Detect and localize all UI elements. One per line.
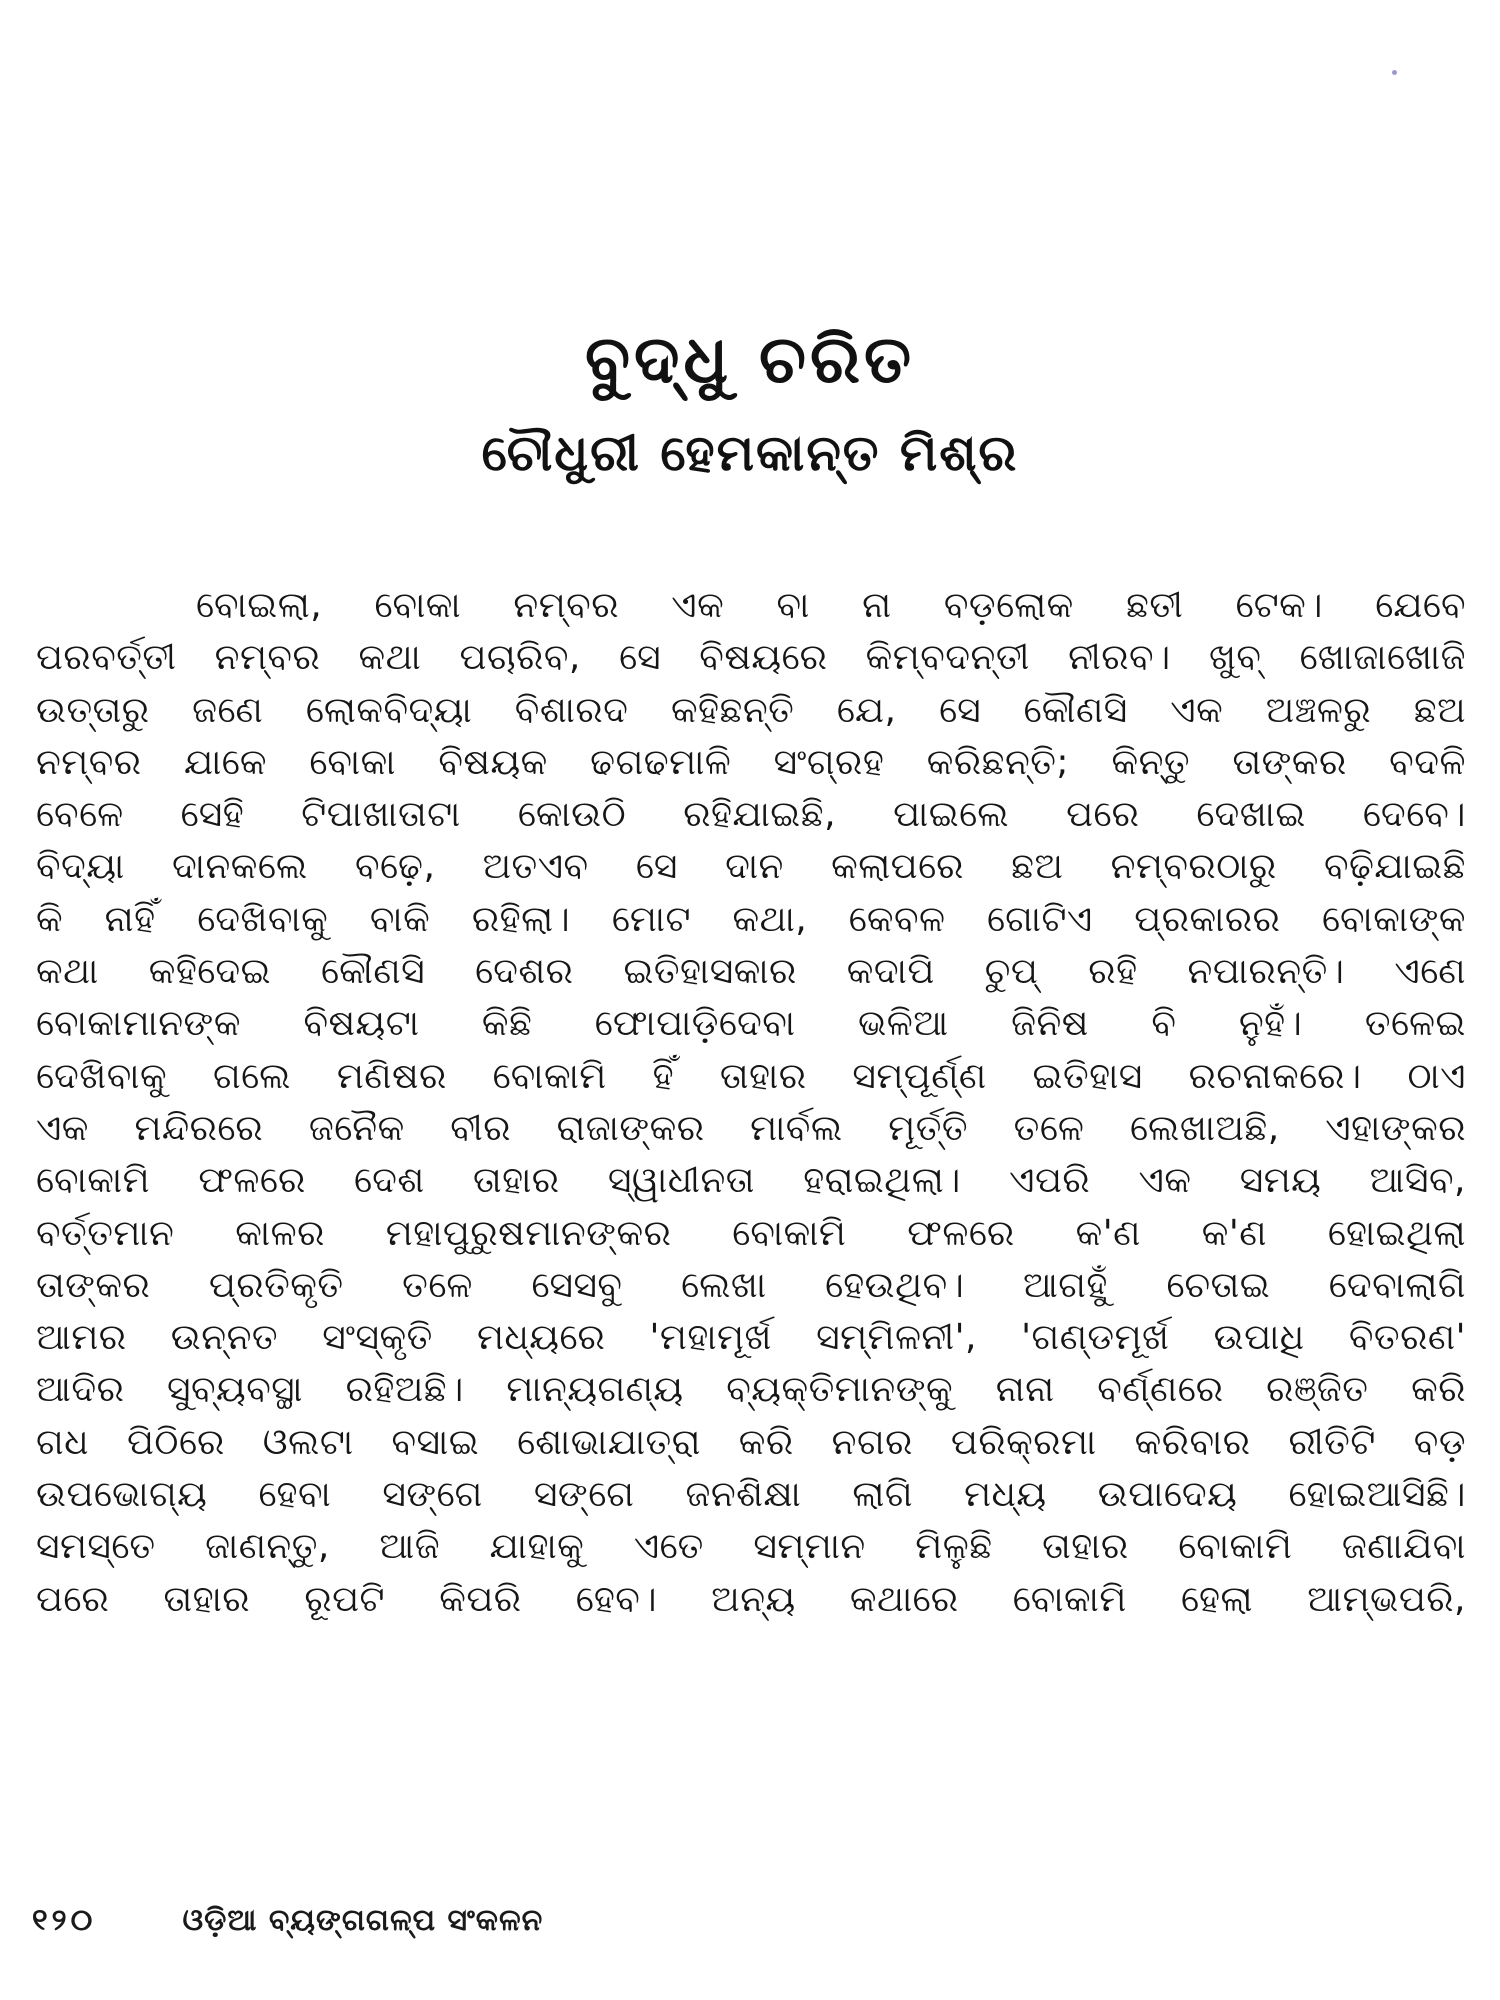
text-line: ଦେଖିବାକୁ ଗଲେ ମଣିଷର ବୋକାମି ହିଁ ତାହାର ସମ୍ପୂର୍ଣ୍ଣ ଇତିହାସ ରଚନାକରେ। ଠାଏ bbox=[36, 1055, 1466, 1097]
text-line: ଗଧ ପିଠିରେ ଓଲଟା ବସାଇ ଶୋଭାଯାତ୍ରା କରି ନଗର ପରିକ୍ରମା କରିବାର ରୀତିଟି ବଡ଼ bbox=[36, 1421, 1466, 1463]
page-footer bbox=[32, 1896, 543, 1946]
text-line: ବେଳେ ସେହି ଟିପାଖାତାଟା କୋଉଠି ରହିଯାଇଛି, ପାଇଲେ ପରେ ଦେଖାଇ ଦେବେ। bbox=[36, 794, 1466, 836]
page-number: ୧୨୦ bbox=[32, 1903, 97, 1938]
author-name: ଚୌଧୁରୀ ହେମକାନ୍ତ ମିଶ୍ର bbox=[481, 424, 1019, 482]
text-line: ନମ୍ବର ଯାକେ ବୋକା ବିଷୟକ ଢଗଢମାଳି ସଂଗ୍ରହ କରିଛନ୍ତି; କିନ୍ତୁ ତାଙ୍କର ବଦଳି bbox=[36, 741, 1466, 783]
text-line: ତାଙ୍କର ପ୍ରତିକୃତି ତଳେ ସେସବୁ ଲେଖା ହେଉଥିବ। ଆଗହୁଁ ଚେତାଇ ଦେବାଲାଗି bbox=[36, 1264, 1466, 1306]
body-paragraph bbox=[36, 580, 1466, 1626]
text-line: ପରବର୍ତ୍ତୀ ନମ୍ବର କଥା ପଚାରିବ, ସେ ବିଷୟରେ କିମ୍ବଦନ୍ତୀ ନୀରବ। ଖୁବ୍ ଖୋଜାଖୋଜି bbox=[36, 637, 1466, 679]
text-line: ସମସ୍ତେ ଜାଣନ୍ତୁ, ଆଜି ଯାହାକୁ ଏତେ ସମ୍ମାନ ମିଳୁଛି ତାହାର ବୋକାମି ଜଣାଯିବା bbox=[36, 1526, 1466, 1568]
text-line: ବିଦ୍ୟା ଦାନକଲେ ବଢ଼େ, ଅତଏବ ସେ ଦାନ କଲାପରେ ଛଅ ନମ୍ବରଠାରୁ ବଢ଼ିଯାଇଛି bbox=[36, 846, 1466, 888]
text-line: ଏକ ମନ୍ଦିରରେ ଜନୈକ ବୀର ରାଜାଙ୍କର ମାର୍ବଲ ମୂର୍ତ୍ତି ତଳେ ଲେଖାଅଛି, ଏହାଙ୍କର bbox=[36, 1107, 1466, 1149]
text-line: ଆମର ଉନ୍ନତ ସଂସ୍କୃତି ମଧ୍ୟରେ 'ମହାମୂର୍ଖ ସମ୍ମିଳନୀ', 'ଗଣ୍ଡମୂର୍ଖ ଉପାଧି ବିତରଣ' bbox=[36, 1317, 1466, 1359]
ink-speck bbox=[1392, 70, 1397, 75]
text-line: ବର୍ତ୍ତମାନ କାଳର ମହାପୁରୁଷମାନଙ୍କର ବୋକାମି ଫଳରେ କ'ଣ କ'ଣ ହୋଇଥିଲା bbox=[36, 1212, 1466, 1254]
text-line: କଥା କହିଦେଇ କୌଣସି ଦେଶର ଇତିହାସକାର କଦାପି ଚୁପ୍ ରହି ନପାରନ୍ତି। ଏଣେ bbox=[36, 951, 1466, 993]
text-line: ଆଦିର ସୁବ୍ୟବସ୍ଥା ରହିଅଛି। ମାନ୍ୟଗଣ୍ୟ ବ୍ୟକ୍ତିମାନଙ୍କୁ ନାନା ବର୍ଣ୍ଣରେ ରଞ୍ଜିତ କରି bbox=[36, 1369, 1466, 1411]
text-line: ଉତ୍ତାରୁ ଜଣେ ଲୋକବିଦ୍ୟା ବିଶାରଦ କହିଛନ୍ତି ଯେ, ସେ କୌଣସି ଏକ ଅଞ୍ଚଳରୁ ଛଅ bbox=[36, 689, 1466, 731]
text-line: କି ନାହିଁ ଦେଖିବାକୁ ବାକି ରହିଲା। ମୋଟ କଥା, କେବଳ ଗୋଟିଏ ପ୍ରକାରର ବୋକାଙ୍କ bbox=[36, 898, 1466, 940]
text-line: ପରେ ତାହାର ରୂପଟି କିପରି ହେବ। ଅନ୍ୟ କଥାରେ ବୋକାମି ହେଲା ଆମ୍ଭପରି, bbox=[36, 1578, 1466, 1620]
text-line: ବୋକାମି ଫଳରେ ଦେଶ ତାହାର ସ୍ୱାଧୀନତା ହରାଇଥିଲା। ଏପରି ଏକ ସମୟ ଆସିବ, bbox=[36, 1160, 1466, 1202]
book-title: ଓଡ଼ିଆ ବ୍ୟଙ୍ଗଗଳ୍ପ ସଂକଳନ bbox=[182, 1903, 544, 1938]
text-line: ବୋଇଲା, ବୋକା ନମ୍ବର ଏକ ବା ନା ବଡ଼ଲୋକ ଛତୀ ଟେକ। ଯେବେ bbox=[196, 585, 1466, 626]
chapter-title: ବୁଦ୍ଧୁ ଚରିତ bbox=[584, 321, 916, 398]
text-line: ବୋକାମାନଙ୍କ ବିଷୟଟା କିଛି ଫୋପାଡ଼ିଦେବା ଭଳିଆ ଜିନିଷ ବି ନୁହଁ। ତଳେଇ bbox=[36, 1003, 1466, 1045]
text-line: ଉପଭୋଗ୍ୟ ହେବା ସଙ୍ଗେ ସଙ୍ଗେ ଜନଶିକ୍ଷା ଲାଗି ମଧ୍ୟ ଉପାଦେୟ ହୋଇଆସିଛି। bbox=[36, 1474, 1466, 1516]
